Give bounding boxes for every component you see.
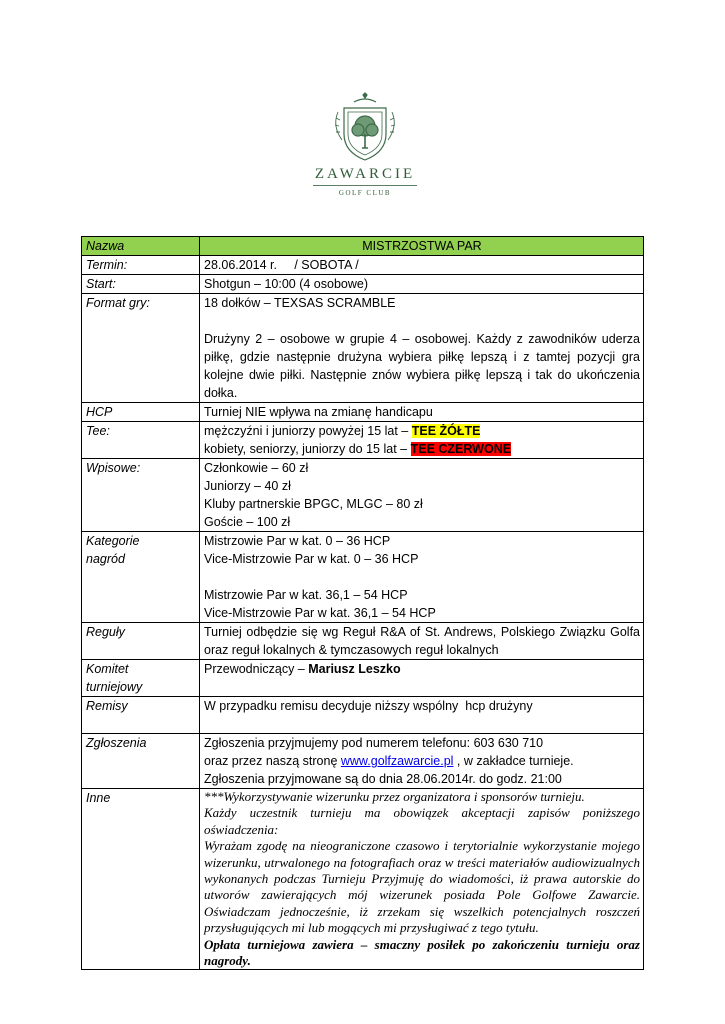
format-description: Drużyny 2 – osobowe w grupie 4 – osobowej. Każdy z zawodników uderza piłkę, gdzie następnie drużyna wybiera piłkę lepszą i z tamtej pozycji gra kolejne dwie piłki. Następnie znów wybiera piłkę lepszą i tak do ukończenia dołka. (204, 332, 640, 400)
table-row-komitet (82, 660, 644, 697)
row-value (200, 734, 644, 789)
row-label: Start: (82, 275, 200, 294)
row-label: Remisy (82, 697, 200, 734)
fee-item: Członkowie – 60 zł (204, 461, 309, 475)
tournament-info-table (81, 236, 644, 970)
fee-includes-note: Opłata turniejowa zawiera – smaczny posiłek po zakończeniu turnieju oraz nagrody. (204, 936, 640, 969)
row-label: Format gry: (82, 294, 200, 403)
row-label: Wpisowe: (82, 459, 200, 532)
tee-men-line (204, 422, 640, 440)
table-row-kategorie (82, 532, 644, 623)
row-label: Tee: (82, 422, 200, 459)
row-value (200, 459, 644, 532)
tee-women-text: kobiety, seniorzy, juniorzy do 15 lat – (204, 442, 411, 456)
category-item: Mistrzowie Par w kat. 36,1 – 54 HCP (204, 588, 408, 602)
table-row-start (82, 275, 644, 294)
row-label-line: Komitet (86, 662, 129, 676)
row-value (200, 294, 644, 403)
club-logo (300, 92, 430, 202)
tee-men-text: mężczyźni i juniorzy powyżej 15 lat – (204, 424, 412, 438)
committee-role: Przewodniczący – (204, 662, 309, 676)
row-value (200, 660, 644, 697)
table-row-zgloszenia (82, 734, 644, 789)
crest-tree-icon (330, 92, 400, 164)
format-line: 18 dołków – TEXSAS SCRAMBLE (204, 296, 396, 310)
tournament-title: MISTRZOSTWA PAR (200, 237, 644, 256)
row-label-line: turniejowy (86, 680, 143, 694)
row-label-line: Kategorie (86, 534, 140, 548)
logo-name: ZAWARCIE (314, 166, 416, 182)
table-row-wpisowe (82, 459, 644, 532)
row-label: Reguły (82, 623, 200, 660)
category-item: Vice-Mistrzowie Par w kat. 36,1 – 54 HCP (204, 606, 436, 620)
row-label (82, 660, 200, 697)
logo-subtitle: GOLF CLUB (338, 189, 392, 197)
row-value: Turniej NIE wpływa na zmianę handicapu (200, 403, 644, 422)
registration-web (204, 752, 640, 770)
registration-phone: Zgłoszenia przyjmujemy pod numerem telefonu: 603 630 710 (204, 736, 544, 750)
row-label: HCP (82, 403, 200, 422)
row-value: Turniej odbędzie się wg Reguł R&A of St. Andrews, Polskiego Związku Golfa oraz reguł lokalnych & tymczasowych reguł lokalnych (200, 623, 644, 660)
table-row-inne (82, 789, 644, 970)
category-item: Vice-Mistrzowie Par w kat. 0 – 36 HCP (204, 552, 419, 566)
row-label: Inne (82, 789, 200, 970)
table-row-format (82, 294, 644, 403)
row-label (82, 532, 200, 623)
table-row-remisy (82, 697, 644, 734)
table-row-hcp (82, 403, 644, 422)
fee-item: Kluby partnerskie BPGC, MLGC – 80 zł (204, 497, 423, 511)
image-rights-heading: ***Wykorzystywanie wizerunku przez organizatora i sponsorów turnieju. (204, 789, 585, 804)
row-value (200, 532, 644, 623)
row-label-line: nagród (86, 552, 125, 566)
image-rights-obligation: Każdy uczestnik turnieju ma obowiązek akceptacji zapisów poniższego oświadczenia: (204, 805, 640, 837)
row-value: W przypadku remisu decyduje niższy wspólny hcp drużyny (200, 697, 644, 734)
row-value (200, 789, 644, 970)
fee-item: Juniorzy – 40 zł (204, 479, 291, 493)
registration-web-text: oraz przez naszą stronę (204, 754, 341, 768)
registration-web-suffix: , w zakładce turnieje. (453, 754, 574, 768)
row-label: Termin: (82, 256, 200, 275)
tee-red-badge: TEE CZERWONE (410, 442, 512, 456)
row-value: Shotgun – 10:00 (4 osobowe) (200, 275, 644, 294)
row-label: Nazwa (82, 237, 200, 256)
fee-item: Goście – 100 zł (204, 515, 291, 529)
row-value (200, 422, 644, 459)
table-row-termin (82, 256, 644, 275)
table-row-tee (82, 422, 644, 459)
row-value: 28.06.2014 r. / SOBOTA / (200, 256, 644, 275)
registration-deadline: Zgłoszenia przyjmowane są do dnia 28.06.2014r. do godz. 21:00 (204, 772, 562, 786)
tee-women-line (204, 440, 640, 458)
tee-yellow-badge: TEE ŻÓŁTE (411, 424, 481, 438)
table-row-nazwa (82, 237, 644, 256)
row-label: Zgłoszenia (82, 734, 200, 789)
website-link[interactable]: www.golfzawarcie.pl (340, 754, 454, 768)
table-row-reguly (82, 623, 644, 660)
category-item: Mistrzowie Par w kat. 0 – 36 HCP (204, 534, 391, 548)
committee-chair-name: Mariusz Leszko (308, 662, 401, 676)
logo-divider (313, 185, 417, 186)
image-rights-consent: Wyrażam zgodę na nieograniczone czasowo i terytorialnie wykorzystanie mojego wizerunku, utrwalonego na fotografiach oraz w treści materiałów audiowizualnych wykonanych podczas Turnieju Przyjmuję do wiadomości, iż prawa autorskie do utworów zawierających mój wizerunek posiada Pole Golfowe Zawarcie. Oświadczam jednocześnie, iż zrzekam się wszelkich potencjalnych roszczeń przysługujących mi lub mogących mi przysługiwać z tego tytułu. (204, 838, 640, 936)
